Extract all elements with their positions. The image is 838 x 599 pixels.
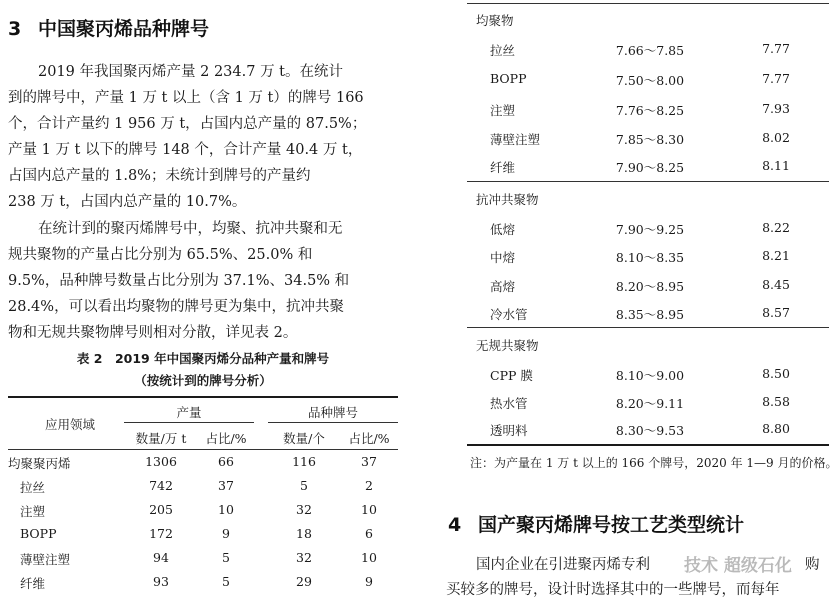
table2-cell: 9 bbox=[365, 574, 373, 589]
table2-output-rule bbox=[124, 422, 254, 423]
table2-cell: 18 bbox=[296, 526, 312, 541]
table2-cell: 93 bbox=[153, 574, 169, 589]
section-4-title: 国产聚丙烯牌号按工艺类型统计 bbox=[478, 514, 745, 536]
s3-p1-line1: 2019 年我国聚丙烯产量 2 234.7 万 t。在统计 bbox=[38, 64, 344, 80]
s3-p1-line3: 个，合计产量约 1 956 万 t，占国内总产量的 87.5%； bbox=[8, 116, 367, 132]
price-row-name: 注塑 bbox=[490, 103, 516, 118]
s3-p1-line4: 产量 1 万 t 以下的牌号 148 个，合计产量 40.4 万 t， bbox=[8, 142, 363, 158]
price-table-top-rule bbox=[467, 3, 829, 4]
s4-line2: 买较多的牌号，设计时选择其中的一些牌号，而每年 bbox=[446, 582, 780, 598]
price-row-name: 纤维 bbox=[490, 160, 516, 175]
watermark: 技术 超级石化 bbox=[684, 556, 792, 576]
table2-cell: 116 bbox=[292, 454, 316, 469]
table2-header-grades: 品种牌号 bbox=[307, 405, 358, 420]
s3-p2-line1: 在统计到的聚丙烯牌号中，均聚、抗冲共聚和无 bbox=[38, 221, 343, 237]
table2-top-rule bbox=[8, 396, 398, 398]
s4-line1: 国内企业在引进聚丙烯专利 bbox=[476, 557, 650, 573]
price-row-value: 7.77 bbox=[762, 41, 790, 56]
table2-cell: 10 bbox=[361, 550, 377, 565]
section-4-heading bbox=[448, 510, 744, 537]
price-row-name: 热水管 bbox=[490, 396, 528, 411]
table2-row-name: 薄壁注塑 bbox=[20, 552, 71, 567]
table2-cell: 5 bbox=[222, 550, 230, 565]
group-label: 均聚物 bbox=[476, 13, 514, 28]
table2-caption-line1: 表 2 2019 年中国聚丙烯分品种产量和牌号 bbox=[76, 351, 330, 366]
table2-row-name: 注塑 bbox=[20, 504, 46, 519]
price-row-value: 8.45 bbox=[762, 277, 790, 292]
table2-cell: 5 bbox=[300, 478, 308, 493]
section-3-number: 3 bbox=[8, 18, 22, 40]
table2-row-name: BOPP bbox=[20, 526, 57, 541]
price-row-range: 7.90～8.25 bbox=[615, 160, 685, 175]
table2-cell: 37 bbox=[361, 454, 377, 469]
table2-cell: 6 bbox=[365, 526, 373, 541]
price-row-value: 8.50 bbox=[762, 366, 790, 381]
group-rule bbox=[467, 181, 829, 182]
table2-cell: 742 bbox=[149, 478, 173, 493]
price-row-range: 8.10～9.00 bbox=[615, 368, 685, 383]
table2-cell: 5 bbox=[222, 574, 230, 589]
price-row-name: 冷水管 bbox=[490, 307, 528, 322]
price-row-range: 8.20～9.11 bbox=[615, 396, 685, 411]
price-row-range: 8.35～8.95 bbox=[615, 307, 685, 322]
table2-sub-header: 占比/% bbox=[205, 431, 247, 446]
price-row-value: 8.11 bbox=[762, 158, 790, 173]
price-row-range: 8.30～9.53 bbox=[615, 423, 685, 438]
table2-cell: 10 bbox=[361, 502, 377, 517]
table2-cell: 10 bbox=[218, 502, 234, 517]
price-row-range: 7.76～8.25 bbox=[615, 103, 685, 118]
price-row-value: 8.21 bbox=[762, 248, 790, 263]
table2-cell: 29 bbox=[296, 574, 312, 589]
price-row-value: 7.93 bbox=[762, 101, 790, 116]
s3-p1-line6: 238 万 t，占国内总产量的 10.7%。 bbox=[8, 194, 247, 210]
group-rule bbox=[467, 327, 829, 328]
s4-line1-tail: 购 bbox=[805, 557, 820, 573]
price-row-range: 7.66～7.85 bbox=[615, 43, 685, 58]
table2-sub-header: 占比/% bbox=[348, 431, 390, 446]
group-label: 无规共聚物 bbox=[476, 338, 539, 353]
group-label: 抗冲共聚物 bbox=[476, 192, 539, 207]
table2-row-name: 均聚聚丙烯 bbox=[8, 456, 71, 471]
table2-cell: 205 bbox=[149, 502, 173, 517]
table2-header-rule bbox=[8, 449, 398, 450]
s3-p2-line2: 规共聚物的产量占比分别为 65.5%、25.0% 和 bbox=[8, 247, 313, 263]
price-row-value: 8.02 bbox=[762, 130, 790, 145]
price-table-note: 注：为产量在 1 万 t 以上的 166 个牌号，2020 年 1—9 月的价格。 bbox=[470, 456, 838, 470]
table2-cell: 37 bbox=[218, 478, 234, 493]
table2-cell: 2 bbox=[365, 478, 373, 493]
table2-row-name: 纤维 bbox=[20, 576, 46, 591]
section-3-title: 中国聚丙烯品种牌号 bbox=[38, 18, 210, 40]
price-row-name: 中熔 bbox=[490, 250, 516, 265]
section-3-heading bbox=[8, 14, 209, 41]
price-table-bottom-rule bbox=[467, 444, 829, 446]
table2-caption-line2: （按统计到的牌号分析） bbox=[134, 373, 272, 388]
price-row-range: 7.90～9.25 bbox=[615, 222, 685, 237]
s3-p2-line5: 物和无规共聚物牌号则相对分散，详见表 2。 bbox=[8, 325, 298, 341]
price-row-value: 8.58 bbox=[762, 394, 790, 409]
table2-cell: 1306 bbox=[145, 454, 177, 469]
price-row-name: BOPP bbox=[490, 71, 527, 86]
table2-cell: 172 bbox=[149, 526, 173, 541]
table2-cell: 94 bbox=[153, 550, 169, 565]
price-row-name: 透明料 bbox=[490, 423, 528, 438]
section-4-number: 4 bbox=[448, 514, 462, 536]
price-row-value: 8.80 bbox=[762, 421, 790, 436]
price-row-range: 8.20～8.95 bbox=[615, 279, 685, 294]
price-row-name: 拉丝 bbox=[490, 43, 516, 58]
s3-p2-line4: 28.4%，可以看出均聚物的牌号更为集中，抗冲共聚 bbox=[8, 299, 345, 315]
s3-p1-line5: 占国内总产量的 1.8%；未统计到牌号的产量约 bbox=[8, 168, 311, 184]
price-row-range: 8.10～8.35 bbox=[615, 250, 685, 265]
table2-grades-rule bbox=[268, 422, 398, 423]
table2-header-field: 应用领域 bbox=[44, 417, 95, 432]
table2-sub-header: 数量/个 bbox=[283, 431, 325, 446]
table2-cell: 32 bbox=[296, 550, 312, 565]
s3-p2-line3: 9.5%，品种牌号数量占比分别为 37.1%、34.5% 和 bbox=[8, 273, 350, 289]
price-row-value: 7.77 bbox=[762, 71, 790, 86]
table2-header-output: 产量 bbox=[176, 405, 202, 420]
table2-sub-header: 数量/万 t bbox=[135, 431, 187, 446]
price-row-name: 薄壁注塑 bbox=[490, 132, 541, 147]
price-row-value: 8.22 bbox=[762, 220, 790, 235]
price-row-range: 7.50～8.00 bbox=[615, 73, 685, 88]
price-row-value: 8.57 bbox=[762, 305, 790, 320]
price-row-name: CPP 膜 bbox=[490, 368, 533, 383]
price-row-name: 高熔 bbox=[490, 279, 516, 294]
table2-cell: 9 bbox=[222, 526, 230, 541]
table2-cell: 32 bbox=[296, 502, 312, 517]
table2-cell: 66 bbox=[218, 454, 234, 469]
price-row-range: 7.85～8.30 bbox=[615, 132, 685, 147]
price-row-name: 低熔 bbox=[490, 222, 516, 237]
table2-row-name: 拉丝 bbox=[20, 480, 46, 495]
s3-p1-line2: 到的牌号中，产量 1 万 t 以上（含 1 万 t）的牌号 166 bbox=[8, 90, 364, 106]
